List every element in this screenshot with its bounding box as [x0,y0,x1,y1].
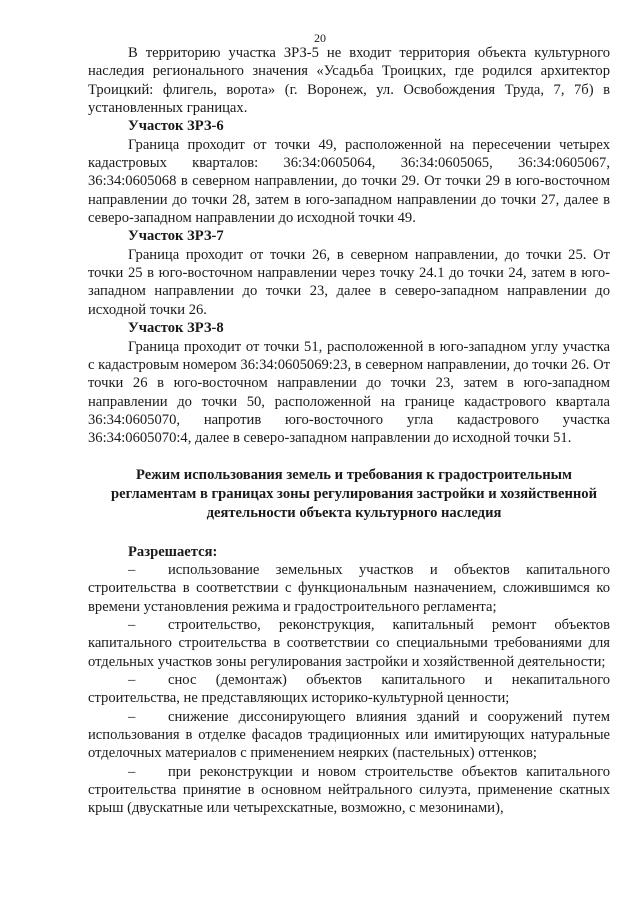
allowed-item-text: снижение диссонирующего влияния зданий и сооружений путем использования в отделке фасадов традиционных или имитирующих натуральные отделочных материалов с применением неярких (пастельных) оттенков; [88,708,610,762]
document-body [88,44,610,818]
section-heading-zrz8: Участок ЗРЗ-8 [128,320,224,337]
allowed-item-text: строительство, реконструкция, капитальный ремонт объектов капитального строительства в соответствии со специальными требованиями для отдельных участков зоны регулирования застройки и хозяйственной деятельности; [88,616,610,670]
intro-paragraph: В территорию участка ЗРЗ-5 не входит территория объекта культурного наследия регионального значения «Усадьба Троицких, где родился архитектор Троицкий: флигель, ворота» (г. Воронеж, ул. Освобождения Труда, 7, 7б) в установленных границах. [88,45,610,117]
section-text-zrz7: Граница проходит от точки 26, в северном направлении, до точки 25. От точки 25 в юго-восточном направлении через точку 24.1 до точки 24, затем в юго-западном направлении до точки 23, далее в северо-западном направлении до исходной точки 26. [88,246,610,318]
list-dash: – [128,561,136,578]
section-heading-zrz6: Участок ЗРЗ-6 [128,118,224,135]
section-text-zrz8: Граница проходит от точки 51, расположенной в юго-западном углу участка с кадастровым номером 36:34:0605069:23, в северном направлении, до точки 26. От точки 26 в юго-восточном направлении до точки 23, затем в юго-западном направлении до точки 50, расположенной на границе кадастрового квартала 36:34:0605070, напротив юго-восточного угла кадастрового участка 36:34:0605070:4, далее в северо-западном направлении до исходной точки 51. [88,338,610,447]
list-dash: – [128,708,136,725]
allowed-item [88,616,610,671]
allowed-item [88,561,610,616]
page-number: 20 [314,31,326,45]
section-heading-zrz7: Участок ЗРЗ-7 [128,228,224,245]
list-dash: – [128,616,136,633]
regime-title: Режим использования земель и требования к градостроительным регламентам в границах зоны регулирования застройки и хозяйственной деятельности объекта культурного наследия [111,466,597,521]
allowed-item-text: снос (демонтаж) объектов капитального и некапитального строительства, не представляющих историко-культурной ценности; [88,671,610,707]
allowed-item [88,708,610,763]
list-dash: – [128,671,136,688]
list-dash: – [128,763,136,780]
allowed-item [88,671,610,708]
section-text-zrz6: Граница проходит от точки 49, расположенной на пересечении четырех кадастровых кварталов: 36:34:0605064, 36:34:0605065, 36:34:0605067, 36:34:0605068 в северном направлении, до точки 29. От точки 29 в юго-восточном направлении до точки 28, затем в юго-западном направлении до точки 27, далее в северо-западном направлении до исходной точки 49. [88,136,610,227]
allowed-item-text: использование земельных участков и объектов капитального строительства в соответствии с функциональным назначением, сложившимся ко времени установления режима и градостроительного регламента; [88,561,610,615]
allowed-item [88,763,610,818]
allowed-label: Разрешается: [128,543,218,560]
allowed-item-text: при реконструкции и новом строительстве объектов капитального строительства принятие в основном нейтрального силуэта, применение скатных крыш (двускатные или четырехскатные, возможно, с мезонинами), [88,763,610,817]
